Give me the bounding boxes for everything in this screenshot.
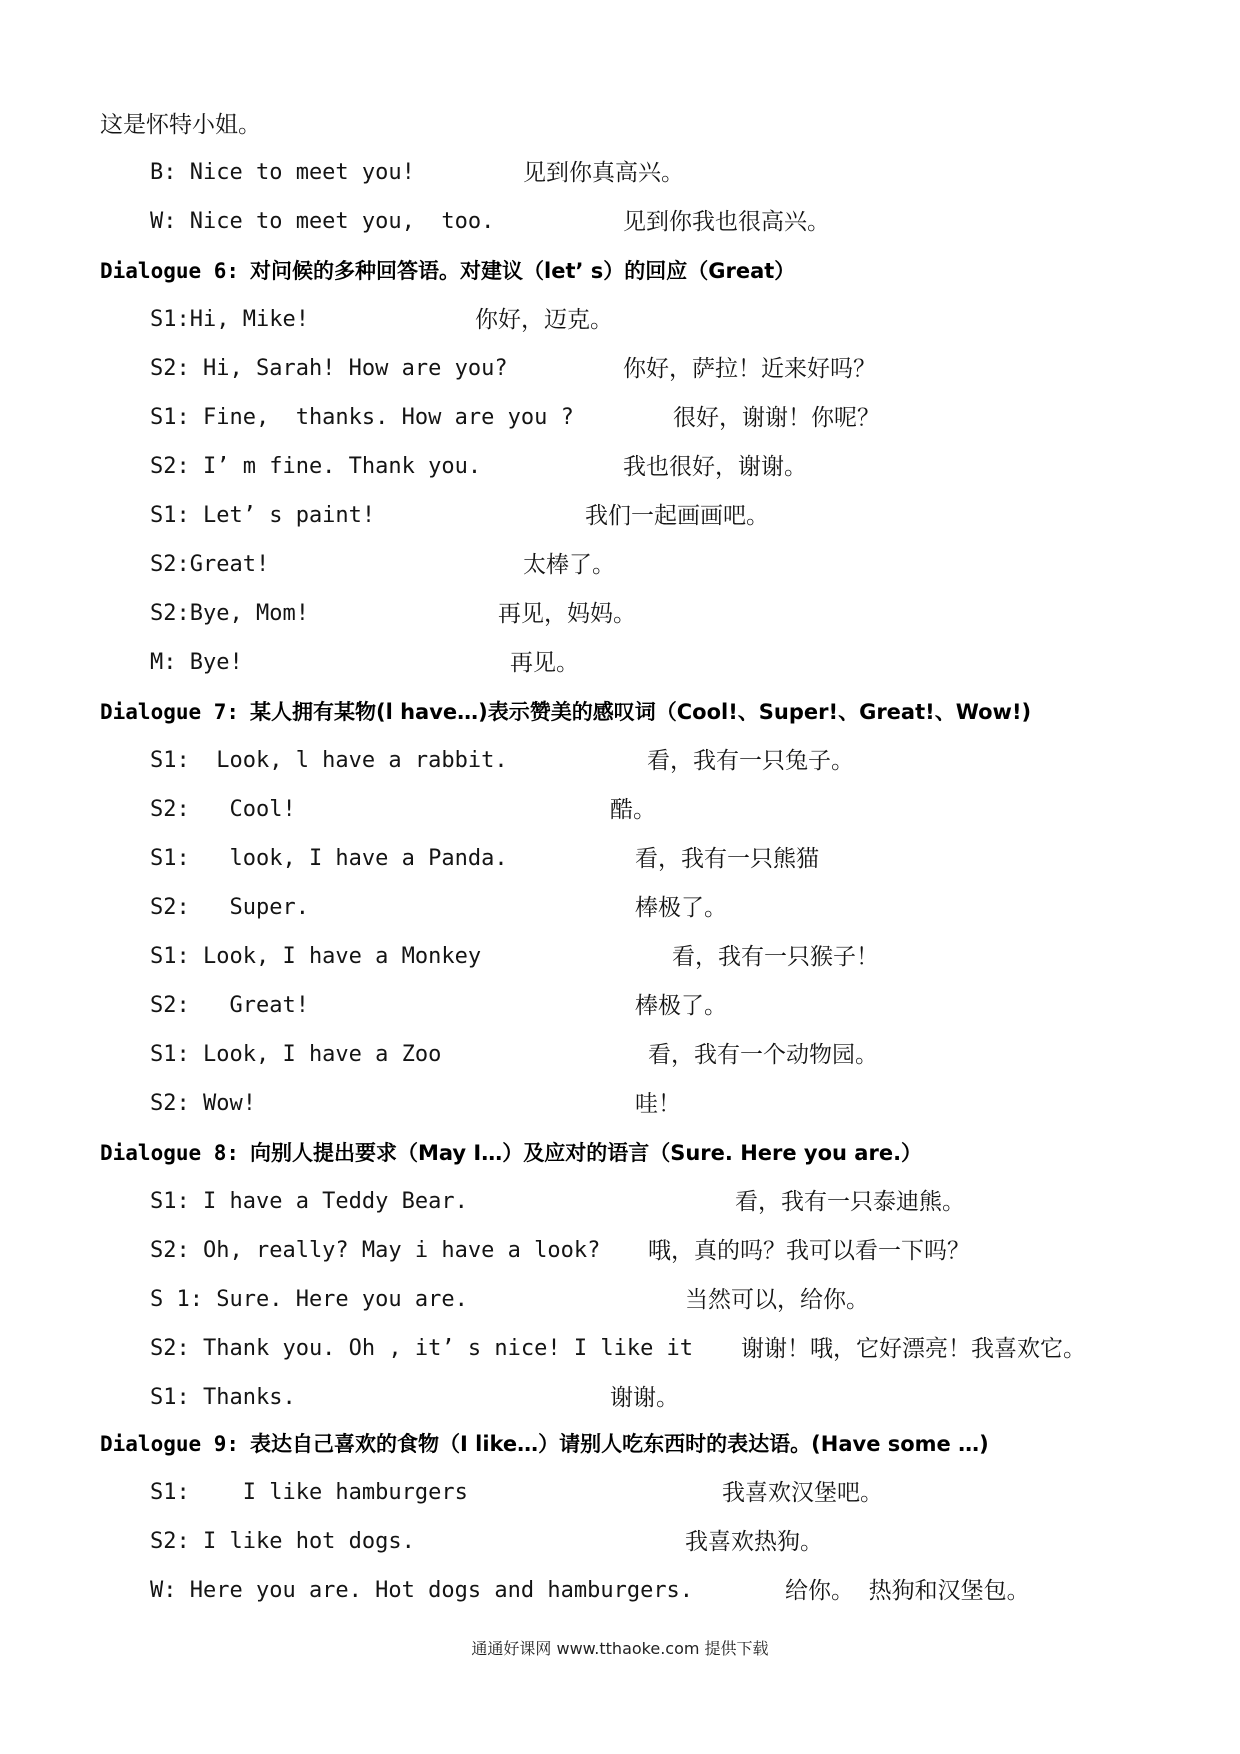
english-text: S2: Cool! [150, 797, 296, 822]
english-text: S2: Great! [150, 993, 309, 1018]
english-text: S2:Great! [150, 552, 270, 577]
heading-label: Dialogue 9: [100, 1432, 240, 1456]
chinese-translation: 给你。 热狗和汉堡包。 [785, 1578, 1030, 1604]
chinese-translation: 看，我有一只泰迪熊。 [735, 1189, 965, 1215]
dialogue-line [0, 202, 1240, 242]
english-text: W: Nice to meet you, too. [150, 209, 495, 234]
dialogue-line [0, 1329, 1240, 1369]
english-text: S2: Wow! [150, 1091, 256, 1116]
chinese-translation: 见到你真高兴。 [523, 160, 684, 186]
dialogue-line [0, 643, 1240, 683]
english-text: S2:Bye, Mom! [150, 601, 309, 626]
english-text: W: Here you are. Hot dogs and hamburgers. [150, 1578, 694, 1603]
dialogue-line [0, 937, 1240, 977]
dialogue-line [0, 349, 1240, 389]
chinese-translation: 谢谢！哦，它好漂亮！我喜欢它。 [741, 1336, 1086, 1362]
english-text: S1: Let’ s paint! [150, 503, 376, 528]
dialogue-line [0, 1035, 1240, 1075]
dialogue-line [0, 1182, 1240, 1222]
dialogue-line [0, 594, 1240, 634]
english-text: S2: Oh, really? May i have a look? [150, 1238, 601, 1263]
heading-text: 对问候的多种回答语。对建议（let’ s）的回应（Great） [250, 259, 796, 283]
dialogue-line [0, 1084, 1240, 1124]
chinese-translation: 我们一起画画吧。 [585, 503, 769, 529]
page-footer: 通通好课网 www.tthaoke.com 提供下载 [471, 1639, 769, 1658]
chinese-translation: 你好，萨拉！近来好吗？ [623, 356, 876, 382]
chinese-translation: 看，我有一只猴子！ [672, 944, 879, 970]
dialogue-line [0, 1571, 1240, 1611]
dialogue-line [0, 1231, 1240, 1271]
chinese-translation: 再见，妈妈。 [498, 601, 636, 627]
chinese-translation: 我喜欢热狗。 [685, 1529, 823, 1555]
chinese-translation: 看，我有一个动物园。 [648, 1042, 878, 1068]
heading-text: 向别人提出要求（May I…）及应对的语言（Sure. Here you are.） [250, 1141, 923, 1165]
heading-text: 表达自己喜欢的食物（I like…）请别人吃东西时的表达语。(Have some …) [250, 1432, 989, 1456]
chinese-translation: 当然可以，给你。 [685, 1287, 869, 1313]
chinese-translation: 见到你我也很高兴。 [623, 209, 830, 235]
dialogue-7-heading [0, 692, 1240, 732]
intro-line: 这是怀特小姐。 [100, 112, 261, 138]
english-text: S1: Look, I have a Monkey [150, 944, 482, 969]
dialogue-line [0, 986, 1240, 1026]
chinese-translation: 谢谢。 [610, 1385, 679, 1411]
dialogue-line [0, 1280, 1240, 1320]
chinese-translation: 哇！ [635, 1091, 681, 1117]
dialogue-line [0, 839, 1240, 879]
english-text: S1: I have a Teddy Bear. [150, 1189, 468, 1214]
dialogue-line [0, 153, 1240, 193]
english-text: S2: Thank you. Oh , it’ s nice! I like it [150, 1336, 694, 1361]
chinese-translation: 很好，谢谢！你呢？ [673, 405, 880, 431]
english-text: S2: I like hot dogs. [150, 1529, 415, 1554]
chinese-translation: 我喜欢汉堡吧。 [722, 1480, 883, 1506]
english-text: S1: Look, l have a rabbit. [150, 748, 508, 773]
dialogue-line [0, 1522, 1240, 1562]
dialogue-line [0, 888, 1240, 928]
english-text: S2: I’ m fine. Thank you. [150, 454, 482, 479]
chinese-translation: 看，我有一只熊猫 [635, 846, 819, 872]
dialogue-line [0, 447, 1240, 487]
english-text: S2: Hi, Sarah! How are you? [150, 356, 508, 381]
chinese-translation: 太棒了。 [523, 552, 615, 578]
chinese-translation: 看，我有一只兔子。 [647, 748, 854, 774]
chinese-translation: 你好，迈克。 [475, 307, 613, 333]
chinese-translation: 哦，真的吗？我可以看一下吗？ [648, 1238, 970, 1264]
english-text: S 1: Sure. Here you are. [150, 1287, 468, 1312]
dialogue-line [0, 300, 1240, 340]
heading-label: Dialogue 6: [100, 259, 240, 283]
english-text: S2: Super. [150, 895, 309, 920]
chinese-translation: 我也很好，谢谢。 [623, 454, 807, 480]
dialogue-line [0, 1378, 1240, 1418]
dialogue-line [0, 790, 1240, 830]
dialogue-line [0, 398, 1240, 438]
english-text: M: Bye! [150, 650, 243, 675]
dialogue-line [0, 1473, 1240, 1513]
english-text: S1: look, I have a Panda. [150, 846, 508, 871]
dialogue-line [0, 545, 1240, 585]
dialogue-6-heading [0, 251, 1240, 291]
english-text: S1: I like hamburgers [150, 1480, 468, 1505]
heading-label: Dialogue 7: [100, 700, 240, 724]
heading-text: 某人拥有某物(l have…)表示赞美的感叹词（Cool!、Super!、Great!、Wow!) [250, 700, 1032, 724]
english-text: S1:Hi, Mike! [150, 307, 309, 332]
english-text: B: Nice to meet you! [150, 160, 415, 185]
english-text: S1: Look, I have a Zoo [150, 1042, 442, 1067]
chinese-translation: 酷。 [610, 797, 656, 823]
chinese-translation: 棒极了。 [635, 993, 727, 1019]
dialogue-8-heading [0, 1133, 1240, 1173]
chinese-translation: 再见。 [510, 650, 579, 676]
dialogue-9-heading [0, 1424, 1240, 1464]
english-text: S1: Fine, thanks. How are you ? [150, 405, 574, 430]
heading-label: Dialogue 8: [100, 1141, 240, 1165]
english-text: S1: Thanks. [150, 1385, 296, 1410]
dialogue-line [0, 496, 1240, 536]
dialogue-line [0, 741, 1240, 781]
chinese-translation: 棒极了。 [635, 895, 727, 921]
